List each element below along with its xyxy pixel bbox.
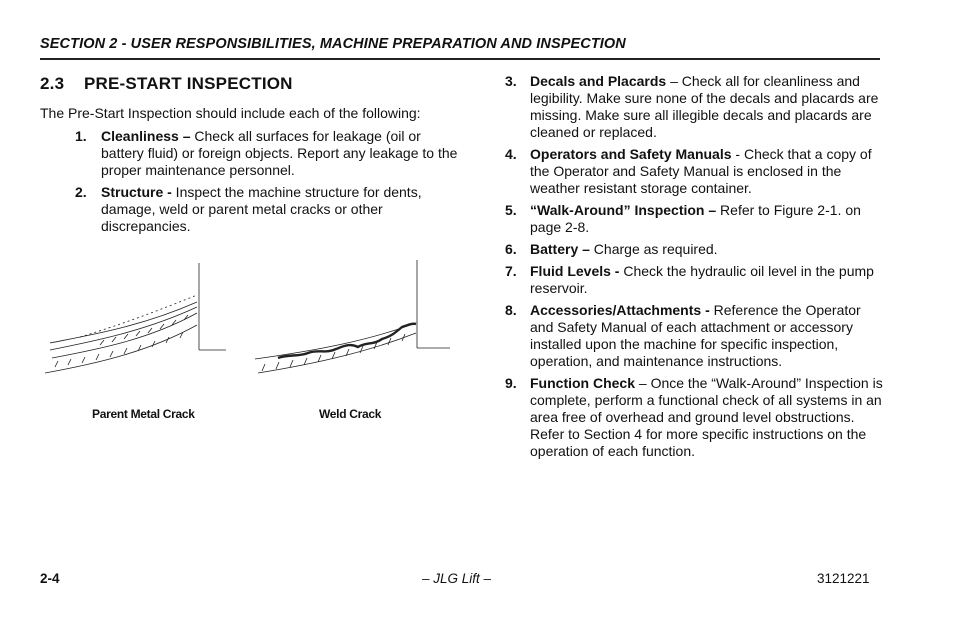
item-label: Battery –: [530, 241, 590, 257]
item-label: “Walk-Around” Inspection –: [530, 202, 717, 218]
list-item: [40, 128, 465, 179]
item-text: Check all surfaces for leakage (oil or battery fluid) or foreign objects. Report any leakage to the proper maintenance personnel.: [101, 128, 458, 178]
document-number: 3121221: [817, 571, 870, 586]
item-number: 3.: [505, 73, 517, 89]
item-number: 2.: [75, 184, 87, 200]
weld-crack-drawing: [255, 260, 450, 373]
item-label: Structure -: [101, 184, 172, 200]
item-number: 4.: [505, 146, 517, 162]
item-label: Function Check: [530, 375, 636, 391]
item-number: 7.: [505, 263, 517, 279]
item-text: Refer to Figure 2-1. on page 2-8.: [530, 202, 861, 235]
section-title-text: PRE-START INSPECTION: [84, 74, 293, 93]
header-divider: [40, 58, 880, 60]
list-item: [505, 263, 883, 297]
item-label: Fluid Levels -: [530, 263, 620, 279]
item-number: 5.: [505, 202, 517, 218]
section-number: 2.3: [40, 74, 65, 93]
item-text: Reference the Operator and Safety Manual of each attachment or accessory installed upon the machine for specific inspection, operation, and maintenance instructions.: [530, 302, 861, 369]
item-label: Decals and Placards: [530, 73, 667, 89]
item-text: – Once the “Walk-Around” Inspection is complete, perform a functional check of all systems in an area free of overhead and ground level obstructions. Refer to Section 4 for more specific instructions on the operation of each function.: [530, 375, 883, 459]
caption-parent-metal-crack: Parent Metal Crack: [92, 407, 195, 421]
crack-illustration: [40, 255, 460, 375]
caption-weld-crack: Weld Crack: [319, 407, 382, 421]
section-header: SECTION 2 - USER RESPONSIBILITIES, MACHINE PREPARATION AND INSPECTION: [40, 36, 626, 52]
intro-text: The Pre-Start Inspection should include each of the following:: [40, 105, 421, 121]
item-number: 8.: [505, 302, 517, 318]
item-number: 9.: [505, 375, 517, 391]
item-text: Inspect the machine structure for dents, damage, weld or parent metal cracks or other discrepancies.: [101, 184, 422, 234]
item-text: Check the hydraulic oil level in the pump reservoir.: [530, 263, 874, 296]
item-label: Cleanliness –: [101, 128, 191, 144]
item-text: – Check all for cleanliness and legibility. Make sure none of the decals and placards are missing. Make sure all illegible decals and placards are cleaned or replaced.: [530, 73, 879, 140]
list-item: [505, 241, 883, 258]
list-item: [505, 375, 883, 460]
section-title: [40, 74, 465, 94]
list-item: [40, 184, 465, 235]
item-text: - Check that a copy of the Operator and Safety Manual is enclosed in the weather resistant storage container.: [530, 146, 872, 196]
list-item: [505, 146, 883, 197]
item-number: 1.: [75, 128, 87, 144]
list-item: [505, 73, 883, 141]
parent-metal-crack-drawing: [45, 263, 226, 373]
right-column: [505, 73, 883, 465]
item-number: 6.: [505, 241, 517, 257]
page-number: 2-4: [40, 571, 60, 586]
list-item: [505, 202, 883, 236]
item-text: Charge as required.: [589, 241, 718, 257]
item-label: Operators and Safety Manuals: [530, 146, 732, 162]
item-label: Accessories/Attachments -: [530, 302, 710, 318]
footer-publisher: – JLG Lift –: [422, 571, 492, 586]
list-item: [505, 302, 883, 370]
left-column: [40, 74, 465, 240]
